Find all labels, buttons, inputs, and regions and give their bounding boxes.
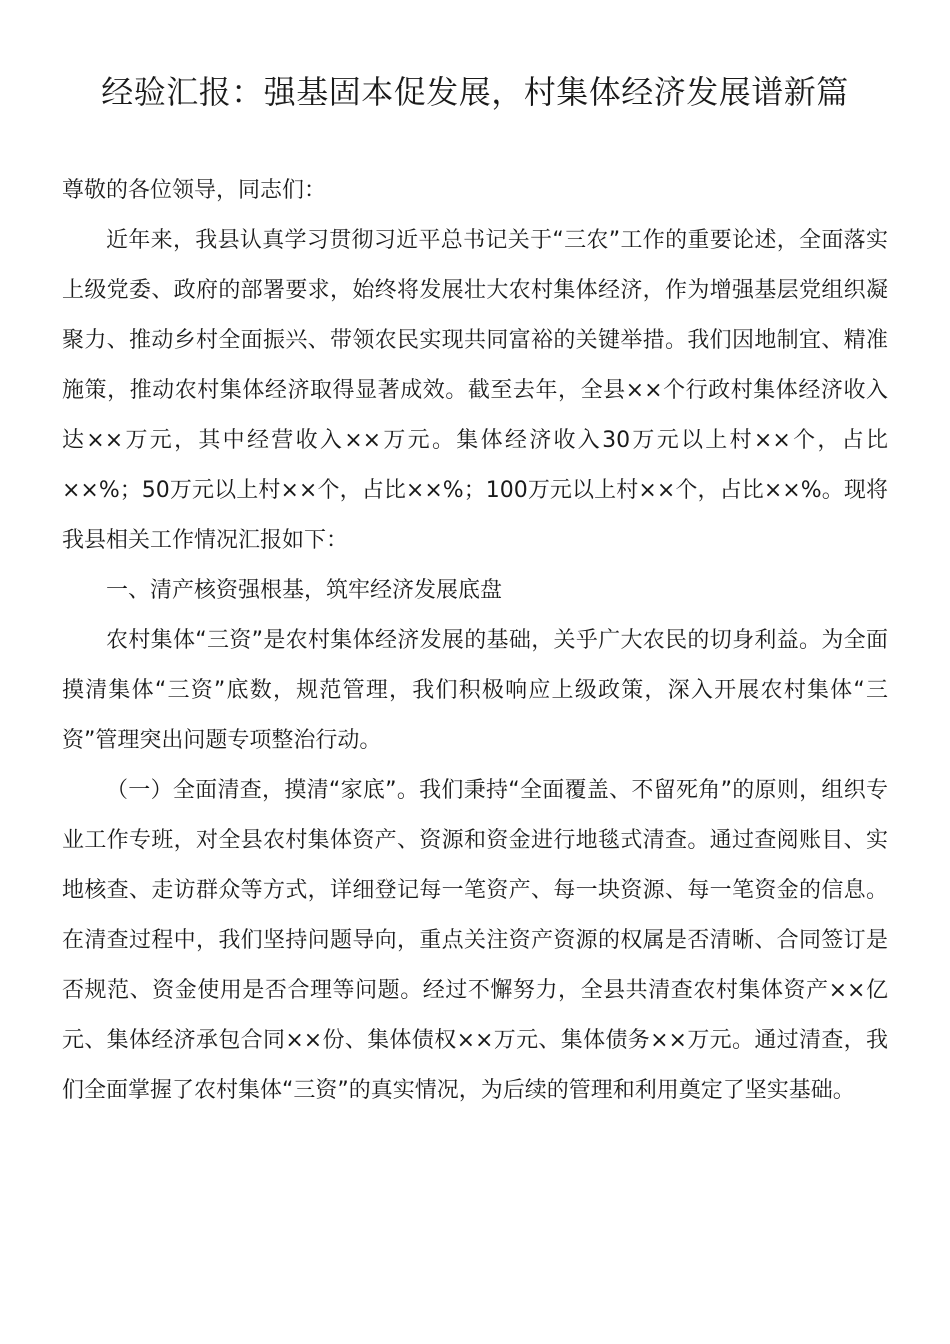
intro-paragraph: 近年来，我县认真学习贯彻习近平总书记关于“三农”工作的重要论述，全面落实上级党委、政府的部署要求，始终将发展壮大农村集体经济，作为增强基层党组织凝聚力、推动乡村全面振兴、带领农民实现共同富裕的关键举措。我们因地制宜、精准施策，推动农村集体经济取得显著成效。截至去年，全县××个行政村集体经济收入达××万元，其中经营收入××万元。集体经济收入30万元以上村××个，占比××%；50万元以上村××个，占比××%；100万元以上村××个，占比××%。现将我县相关工作情况汇报如下：	[62, 228, 888, 553]
document-title: 经验汇报：强基固本促发展，村集体经济发展谱新篇	[101, 73, 849, 111]
section-heading-1: 一、清产核资强根基，筑牢经济发展底盘	[106, 578, 503, 603]
section-1-paragraph: 农村集体“三资”是农村集体经济发展的基础，关乎广大农民的切身利益。为全面摸清集体“三资”底数，规范管理，我们积极响应上级政策，深入开展农村集体“三资”管理突出问题专项整治行动。	[62, 628, 888, 753]
salutation: 尊敬的各位领导，同志们：	[62, 178, 327, 203]
subsection-1-paragraph: （一）全面清查，摸清“家底”。我们秉持“全面覆盖、不留死角”的原则，组织专业工作专班，对全县农村集体资产、资源和资金进行地毯式清查。通过查阅账目、实地核查、走访群众等方式，详细登记每一笔资产、每一块资源、每一笔资金的信息。在清查过程中，我们坚持问题导向，重点关注资产资源的权属是否清晰、合同签订是否规范、资金使用是否合理等问题。经过不懈努力，全县共清查农村集体资产××亿元、集体经济承包合同××份、集体债权××万元、集体债务××万元。通过清查，我们全面掌握了农村集体“三资”的真实情况，为后续的管理和利用奠定了坚实基础。	[62, 778, 888, 1103]
